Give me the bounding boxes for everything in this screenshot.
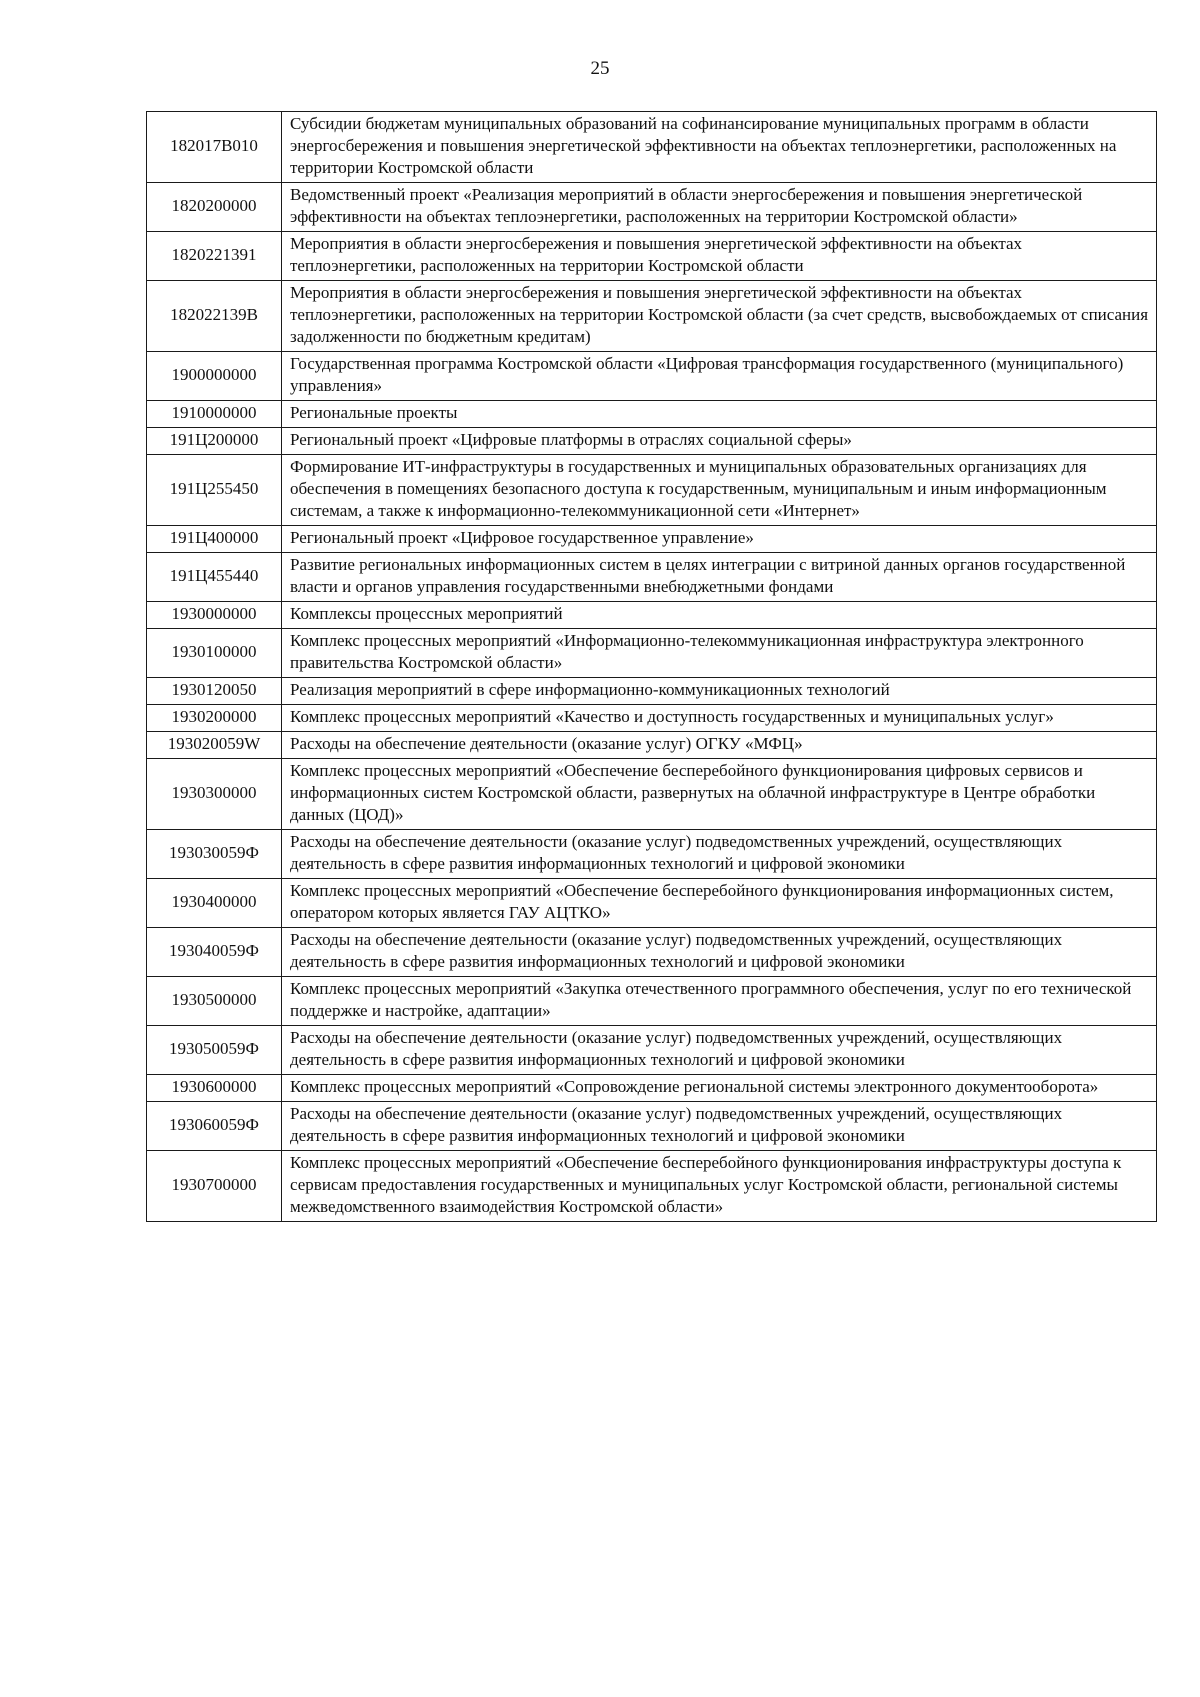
table-row bbox=[147, 526, 1157, 553]
row-name-cell: Расходы на обеспечение деятельности (оказание услуг) подведомственных учреждений, осуществляющих деятельность в сфере развития информационных технологий и цифровой экономики bbox=[282, 928, 1157, 977]
table-row bbox=[147, 1026, 1157, 1075]
row-code-cell: 1930000000 bbox=[147, 602, 282, 629]
table-row bbox=[147, 401, 1157, 428]
table-row bbox=[147, 977, 1157, 1026]
row-code-cell: 1930400000 bbox=[147, 879, 282, 928]
row-code-cell: 1910000000 bbox=[147, 401, 282, 428]
row-code-cell: 193030059Ф bbox=[147, 830, 282, 879]
table-row bbox=[147, 732, 1157, 759]
table-row bbox=[147, 1102, 1157, 1151]
row-name-cell: Субсидии бюджетам муниципальных образований на софинансирование муниципальных программ в области энергосбережения и повышения энергетической эффективности на объектах теплоэнергетики, расположенных на территории Костромской области bbox=[282, 112, 1157, 183]
table-row bbox=[147, 553, 1157, 602]
table-row bbox=[147, 281, 1157, 352]
row-code-cell: 193020059W bbox=[147, 732, 282, 759]
row-code-cell: 1930120050 bbox=[147, 678, 282, 705]
row-name-cell: Комплекс процессных мероприятий «Сопровождение региональной системы электронного документооборота» bbox=[282, 1075, 1157, 1102]
table-row bbox=[147, 183, 1157, 232]
row-name-cell: Комплекс процессных мероприятий «Обеспечение бесперебойного функционирования информационных систем, оператором которых является ГАУ АЦТКО» bbox=[282, 879, 1157, 928]
table-row bbox=[147, 759, 1157, 830]
row-code-cell: 182022139В bbox=[147, 281, 282, 352]
row-code-cell: 1930100000 bbox=[147, 629, 282, 678]
table-row bbox=[147, 232, 1157, 281]
row-code-cell: 191Ц455440 bbox=[147, 553, 282, 602]
table-row bbox=[147, 1151, 1157, 1222]
row-name-cell: Комплексы процессных мероприятий bbox=[282, 602, 1157, 629]
row-name-cell: Мероприятия в области энергосбережения и повышения энергетической эффективности на объектах теплоэнергетики, расположенных на территории Костромской области bbox=[282, 232, 1157, 281]
table-row bbox=[147, 352, 1157, 401]
row-name-cell: Региональный проект «Цифровое государственное управление» bbox=[282, 526, 1157, 553]
table-row bbox=[147, 830, 1157, 879]
table-row bbox=[147, 928, 1157, 977]
row-code-cell: 1930600000 bbox=[147, 1075, 282, 1102]
table-row bbox=[147, 678, 1157, 705]
row-name-cell: Комплекс процессных мероприятий «Обеспечение бесперебойного функционирования инфраструктуры доступа к сервисам предоставления государственных и муниципальных услуг Костромской области, региональной системы межведомственного взаимодействия Костромской области» bbox=[282, 1151, 1157, 1222]
row-code-cell: 1930500000 bbox=[147, 977, 282, 1026]
table-body bbox=[147, 112, 1157, 1222]
row-code-cell: 1900000000 bbox=[147, 352, 282, 401]
table-row bbox=[147, 455, 1157, 526]
row-name-cell: Комплекс процессных мероприятий «Информационно-телекоммуникационная инфраструктура электронного правительства Костромской области» bbox=[282, 629, 1157, 678]
row-name-cell: Мероприятия в области энергосбережения и повышения энергетической эффективности на объектах теплоэнергетики, расположенных на территории Костромской области (за счет средств, высвобождаемых от списания задолженности по бюджетным кредитам) bbox=[282, 281, 1157, 352]
row-name-cell: Ведомственный проект «Реализация мероприятий в области энергосбережения и повышения энергетической эффективности на объектах теплоэнергетики, расположенных на территории Костромской области» bbox=[282, 183, 1157, 232]
row-name-cell: Реализация мероприятий в сфере информационно-коммуникационных технологий bbox=[282, 678, 1157, 705]
row-name-cell: Региональные проекты bbox=[282, 401, 1157, 428]
row-code-cell: 1820221391 bbox=[147, 232, 282, 281]
row-code-cell: 193050059Ф bbox=[147, 1026, 282, 1075]
page-number: 25 bbox=[590, 58, 610, 79]
row-code-cell: 1930700000 bbox=[147, 1151, 282, 1222]
row-name-cell: Расходы на обеспечение деятельности (оказание услуг) подведомственных учреждений, осуществляющих деятельность в сфере развития информационных технологий и цифровой экономики bbox=[282, 830, 1157, 879]
table-row bbox=[147, 1075, 1157, 1102]
row-name-cell: Развитие региональных информационных систем в целях интеграции с витриной данных органов государственной власти и органов управления государственными внебюджетными фондами bbox=[282, 553, 1157, 602]
table-row bbox=[147, 879, 1157, 928]
row-name-cell: Расходы на обеспечение деятельности (оказание услуг) подведомственных учреждений, осуществляющих деятельность в сфере развития информационных технологий и цифровой экономики bbox=[282, 1026, 1157, 1075]
table-row bbox=[147, 112, 1157, 183]
row-name-cell: Комплекс процессных мероприятий «Качество и доступность государственных и муниципальных услуг» bbox=[282, 705, 1157, 732]
table-row bbox=[147, 705, 1157, 732]
row-code-cell: 182017В010 bbox=[147, 112, 282, 183]
row-code-cell: 191Ц255450 bbox=[147, 455, 282, 526]
row-code-cell: 193040059Ф bbox=[147, 928, 282, 977]
row-code-cell: 1930200000 bbox=[147, 705, 282, 732]
row-code-cell: 1930300000 bbox=[147, 759, 282, 830]
table-row bbox=[147, 428, 1157, 455]
row-name-cell: Расходы на обеспечение деятельности (оказание услуг) подведомственных учреждений, осуществляющих деятельность в сфере развития информационных технологий и цифровой экономики bbox=[282, 1102, 1157, 1151]
row-name-cell: Расходы на обеспечение деятельности (оказание услуг) ОГКУ «МФЦ» bbox=[282, 732, 1157, 759]
row-name-cell: Комплекс процессных мероприятий «Обеспечение бесперебойного функционирования цифровых сервисов и информационных систем Костромской области, развернутых на облачной инфраструктуре в Центре обработки данных (ЦОД)» bbox=[282, 759, 1157, 830]
row-name-cell: Формирование ИТ-инфраструктуры в государственных и муниципальных образовательных организациях для обеспечения в помещениях безопасного доступа к государственным, муниципальным и иным информационным системам, а также к информационно-телекоммуникационной сети «Интернет» bbox=[282, 455, 1157, 526]
row-name-cell: Комплекс процессных мероприятий «Закупка отечественного программного обеспечения, услуг по его технической поддержке и настройке, адаптации» bbox=[282, 977, 1157, 1026]
row-code-cell: 1820200000 bbox=[147, 183, 282, 232]
table-row bbox=[147, 629, 1157, 678]
row-code-cell: 191Ц200000 bbox=[147, 428, 282, 455]
budget-classification-table bbox=[146, 111, 1157, 1222]
row-name-cell: Региональный проект «Цифровые платформы в отраслях социальной сферы» bbox=[282, 428, 1157, 455]
row-code-cell: 191Ц400000 bbox=[147, 526, 282, 553]
row-code-cell: 193060059Ф bbox=[147, 1102, 282, 1151]
row-name-cell: Государственная программа Костромской области «Цифровая трансформация государственного (муниципального) управления» bbox=[282, 352, 1157, 401]
table-row bbox=[147, 602, 1157, 629]
